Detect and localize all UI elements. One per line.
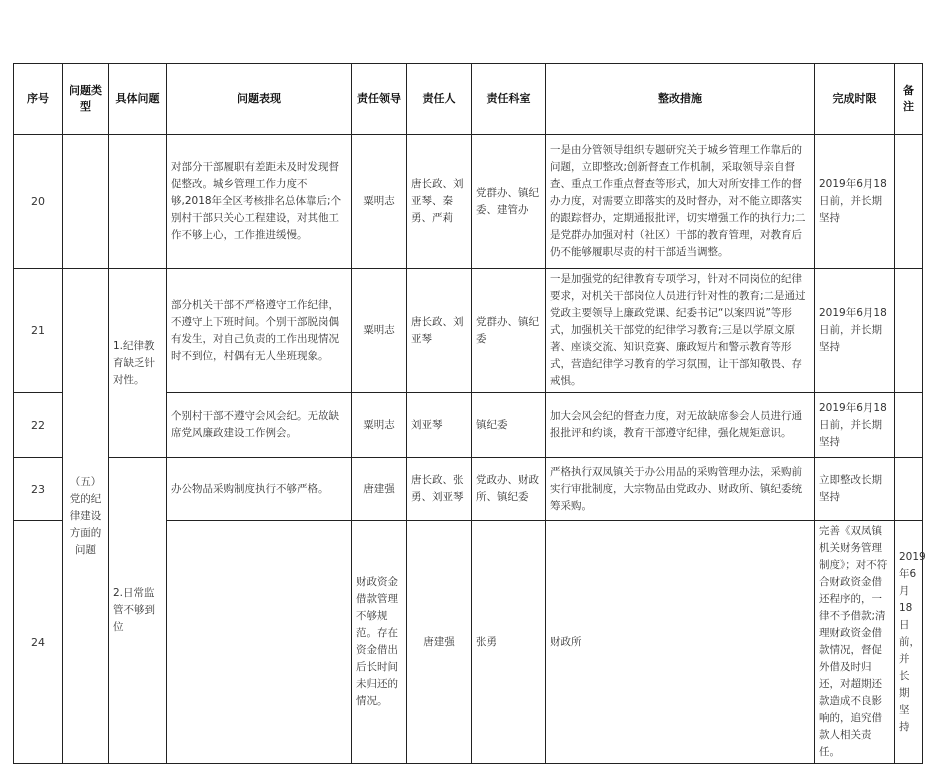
deadline-cell: 2019年6月18日前，并长期坚持 [815, 393, 895, 458]
row-seq: 21 [14, 269, 63, 393]
leader-cell: 粟明志 [352, 269, 407, 393]
header-specific-problem: 具体问题 [109, 64, 167, 135]
table-row [14, 458, 923, 521]
manifestation-cell: 办公物品采购制度执行不够严格。 [167, 458, 352, 521]
leader-cell: 粟明志 [352, 393, 407, 458]
dept-cell: 党政办、财政所、镇纪委 [472, 458, 546, 521]
deadline-cell: 2019年6月18日前，并长期坚持 [815, 135, 895, 269]
header-deadline: 完成时限 [815, 64, 895, 135]
deadline-cell: 2019年6月18日前，并长期坚持 [895, 521, 923, 764]
header-leader: 责任领导 [352, 64, 407, 135]
header-seq: 序号 [14, 64, 63, 135]
category-five-cell: （五）党的纪律建设方面的问题 [63, 269, 109, 764]
manifestation-cell: 对部分干部履职有差距未及时发现督促整改。城乡管理工作力度不够,2018年全区考核排名总体靠后;个别村干部只关心工程建设，对其他工作不够上心，工作推进缓慢。 [167, 135, 352, 269]
remark-cell [895, 458, 923, 521]
table-row [14, 269, 923, 393]
header-row [14, 64, 923, 135]
deadline-cell: 2019年6月18日前，并长期坚持 [815, 269, 895, 393]
dept-cell: 镇纪委 [472, 393, 546, 458]
dept-cell: 党群办、镇纪委、建管办 [472, 135, 546, 269]
dept-cell: 党群办、镇纪委 [472, 269, 546, 393]
person-cell: 张勇 [472, 521, 546, 764]
deadline-cell: 立即整改长期坚持 [815, 458, 895, 521]
rectification-table [13, 63, 926, 764]
table-row [14, 135, 923, 269]
person-cell: 唐长政、张勇、刘亚琴 [407, 458, 472, 521]
manifestation-cell: 个别村干部不遵守会风会纪。无故缺席党风廉政建设工作例会。 [167, 393, 352, 458]
measures-cell: 一是由分管领导组织专题研究关于城乡管理工作靠后的问题，立即整改;创新督查工作机制，采取领导亲自督查、重点工作重点督查等形式，加大对所安排工作的督办力度，对需要立即落实的及时督办，对不能立即落实的跟踪督办，定期通报批评，切实增强工作的执行力;二是党群办加强对村（社区）干部的教育管理，对教育后仍不能够履职尽责的村干部适当调整。 [546, 135, 815, 269]
header-dept: 责任科室 [472, 64, 546, 135]
header-measures: 整改措施 [546, 64, 815, 135]
remark-cell [895, 393, 923, 458]
header-person: 责任人 [407, 64, 472, 135]
row-seq: 23 [14, 458, 63, 521]
dept-cell: 财政所 [546, 521, 815, 764]
person-cell: 唐长政、刘亚琴、秦勇、严莉 [407, 135, 472, 269]
measures-cell: 严格执行双凤镇关于办公用品的采购管理办法，采购前实行审批制度，大宗物品由党政办、财政所、镇纪委统筹采购。 [546, 458, 815, 521]
specific-problem-cell [109, 135, 167, 269]
row-seq: 24 [14, 521, 63, 764]
person-cell: 唐长政、刘亚琴 [407, 269, 472, 393]
remark-cell [895, 269, 923, 393]
header-manifestation: 问题表现 [167, 64, 352, 135]
header-remark: 备注 [895, 64, 923, 135]
measures-cell: 一是加强党的纪律教育专项学习，针对不同岗位的纪律要求，对机关干部岗位人员进行针对性的教育;二是通过党政主要领导上廉政党课、纪委书记“以案四说”等形式，加强机关干部党的纪律学习教育;三是以学原文原著、座谈交流、知识竞赛、廉政短片和警示教育等形式，营造纪律学习教育的学习氛围，让干部知敬畏、存戒惧。 [546, 269, 815, 393]
leader-cell: 唐建强 [407, 521, 472, 764]
manifestation-cell: 财政资金借款管理不够规范。存在资金借出后长时间未归还的情况。 [352, 521, 407, 764]
leader-cell: 唐建强 [352, 458, 407, 521]
measures-cell: 完善《双凤镇机关财务管理制度》；对不符合财政资金借还程序的，一律不予借款;清理财政资金借款情况，督促外借及时归还，对超期还款造成不良影响的，追究借款人相关责任。 [815, 521, 895, 764]
problem-type-cell [63, 135, 109, 269]
person-cell: 刘亚琴 [407, 393, 472, 458]
measures-cell: 加大会风会纪的督查力度，对无故缺席参会人员进行通报批评和约谈，教育干部遵守纪律，强化规矩意识。 [546, 393, 815, 458]
sub-category-one-cell: 1.纪律教育缺乏针对性。 [109, 269, 167, 458]
row-seq: 20 [14, 135, 63, 269]
sub-category-two-cell: 2.日常监管不够到位 [109, 458, 167, 764]
manifestation-cell: 部分机关干部不严格遵守工作纪律，不遵守上下班时间。个别干部脱岗偶有发生，对自己负责的工作出现情况时不到位，村偶有无人坐班现象。 [167, 269, 352, 393]
header-problem-type: 问题类型 [63, 64, 109, 135]
leader-cell: 粟明志 [352, 135, 407, 269]
remark-cell [895, 135, 923, 269]
row-seq: 22 [14, 393, 63, 458]
problem-type-cell [167, 521, 352, 764]
